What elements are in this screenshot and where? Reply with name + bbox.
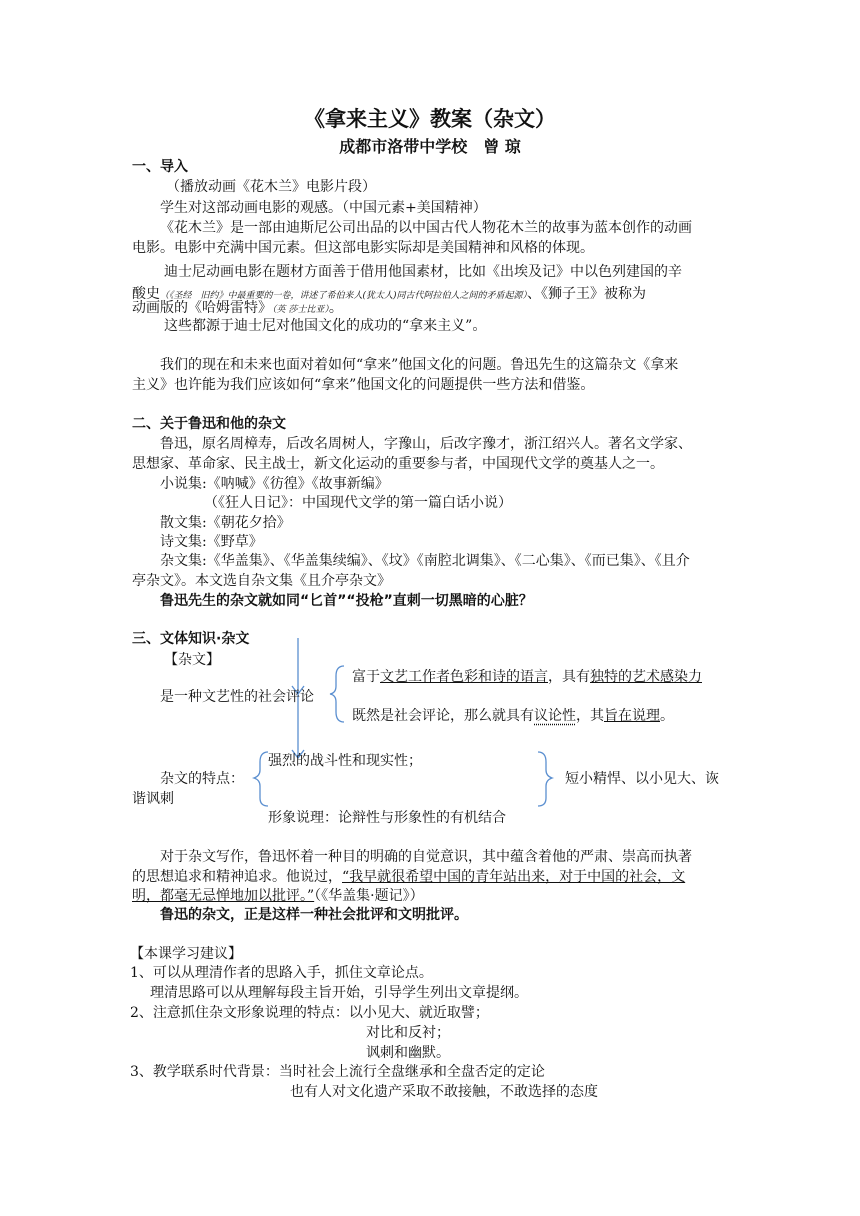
- s1-paragraph-4-line-3: 动画版的《哈姆雷特》（英 莎士比亚）。: [132, 300, 343, 316]
- advice-1: 1、可以从理清作者的思路入手，抓住文章论点。: [130, 965, 433, 981]
- feature-right-continued: 谐讽刺: [132, 791, 174, 807]
- footnote-exodus: （《圣经 旧约》中最重要的一卷，讲述了希伯来人(犹太人)同古代阿拉伯人之间的矛盾起源）: [160, 291, 528, 301]
- poetry-list: 诗文集:《野草》: [160, 534, 263, 550]
- s1-paragraph-3-line-2: 电影。电影中充满中国元素。但这部电影实际却是美国精神和风格的体现。: [132, 240, 594, 256]
- feature-right: 短小精悍、以小见大、诙: [565, 771, 719, 787]
- definition-lead: 是一种文艺性的社会评论: [160, 689, 314, 705]
- s1-paragraph-6-line-2: 主义》也许能为我们应该如何“拿来”他国文化的问题提供一些方法和借鉴。: [132, 377, 595, 393]
- essays-list-line-2: 亭杂文》。本文选自杂文集《且介亭杂文》: [132, 573, 391, 589]
- s1-paragraph-2: 学生对这部动画电影的观感。（中国元素+美国精神）: [160, 200, 487, 216]
- advice-2: 2、注意抓住杂文形象说理的特点：以小见大、就近取譬；: [130, 1005, 489, 1021]
- s3-paragraph-line-3: 明，都毫无忌惮地加以批评。”（《华盖集·题记》）: [132, 888, 424, 904]
- prose-list: 散文集:《朝花夕拾》: [160, 515, 291, 531]
- s1-paragraph-3-line-1: 《花木兰》是一部由迪斯尼公司出品的以中国古代人物花木兰的故事为蓝本创作的动画: [160, 220, 692, 236]
- essays-list-line-1: 杂文集:《华盖集》、《华盖集续编》、《坟》《南腔北调集》、《二心集》、《而已集》、《且介: [160, 553, 690, 569]
- features-lead: 杂文的特点：: [160, 771, 244, 787]
- zawen-bracket-label: 【杂文】: [164, 652, 220, 668]
- definition-row-2: 既然是社会评论，那么就具有议论性，其旨在说理。: [352, 708, 674, 724]
- advice-heading: 【本课学习建议】: [130, 946, 242, 962]
- advice-2-detail-1: 对比和反衬；: [366, 1025, 450, 1041]
- advice-2-detail-2: 讽刺和幽默。: [366, 1045, 450, 1061]
- page-title: 《拿来主义》教案（杂文）: [304, 107, 556, 131]
- footnote-shakespeare: （英 莎士比亚）: [272, 305, 329, 315]
- advice-3-detail: 也有人对文化遗产采取不敢接触，不敢选择的态度: [290, 1084, 598, 1100]
- s3-paragraph-line-2: 的思想追求和精神追求。他说过，“我早就很希望中国的青年站出来，对于中国的社会，文: [132, 869, 686, 885]
- section-3-heading: 三、文体知识·杂文: [132, 631, 250, 647]
- novels-list: 小说集:《呐喊》《彷徨》《故事新编》: [160, 476, 389, 492]
- s1-paragraph-5: 这些都源于迪士尼对他国文化的成功的“拿来主义”。: [164, 318, 487, 334]
- advice-1-detail: 理清思路可以从理解每段主旨开始，引导学生列出文章提纲。: [150, 985, 528, 1001]
- definition-row-1: 富于文艺工作者色彩和诗的语言，具有独特的艺术感染力: [352, 669, 702, 685]
- s3-paragraph-line-1: 对于杂文写作，鲁迅怀着一种目的明确的自觉意识，其中蕴含着他的严肃、崇高而执著: [160, 849, 692, 865]
- novels-note: （《狂人日记》：中国现代文学的第一篇白话小说）: [204, 495, 512, 511]
- s1-paragraph-1: （播放动画《花木兰》电影片段）: [166, 179, 376, 195]
- s2-paragraph-1-line-1: 鲁迅，原名周樟寿，后改名周树人，字豫山，后改字豫才，浙江绍兴人。著名文学家、: [160, 436, 692, 452]
- section-2-heading: 二、关于鲁迅和他的杂文: [132, 416, 286, 432]
- s3-bold-conclusion: 鲁迅的杂文，正是这样一种社会批评和文明批评。: [160, 907, 468, 923]
- author-line: 成都市洛带中学校 曾 琼: [339, 137, 521, 156]
- feature-1: 强烈的战斗性和现实性；: [268, 753, 422, 769]
- section-1-heading: 一、导入: [132, 159, 188, 175]
- s2-paragraph-1-line-2: 思想家、革命家、民主战士，新文化运动的重要参与者，中国现代文学的奠基人之一。: [132, 456, 664, 472]
- advice-3: 3、教学联系时代背景：当时社会上流行全盘继承和全盘否定的定论: [130, 1064, 545, 1080]
- s1-paragraph-4-line-1: 迪士尼动画电影在题材方面善于借用他国素材，比如《出埃及记》中以色列建国的辛: [164, 264, 682, 280]
- s2-bold-question: 鲁迅先生的杂文就如同“匕首”“投枪”直刺一切黑暗的心脏？: [160, 593, 533, 609]
- s1-paragraph-6-line-1: 我们的现在和未来也面对着如何“拿来”他国文化的问题。鲁迅先生的这篇杂文《拿来: [160, 357, 679, 373]
- feature-2: 形象说理：论辩性与形象性的有机结合: [268, 810, 506, 826]
- s1-paragraph-4-line-2: 酸史（《圣经 旧约》中最重要的一卷，讲述了希伯来人(犹太人)同古代阿拉伯人之间的矛盾起源）、《狮子王》被称为: [132, 286, 647, 302]
